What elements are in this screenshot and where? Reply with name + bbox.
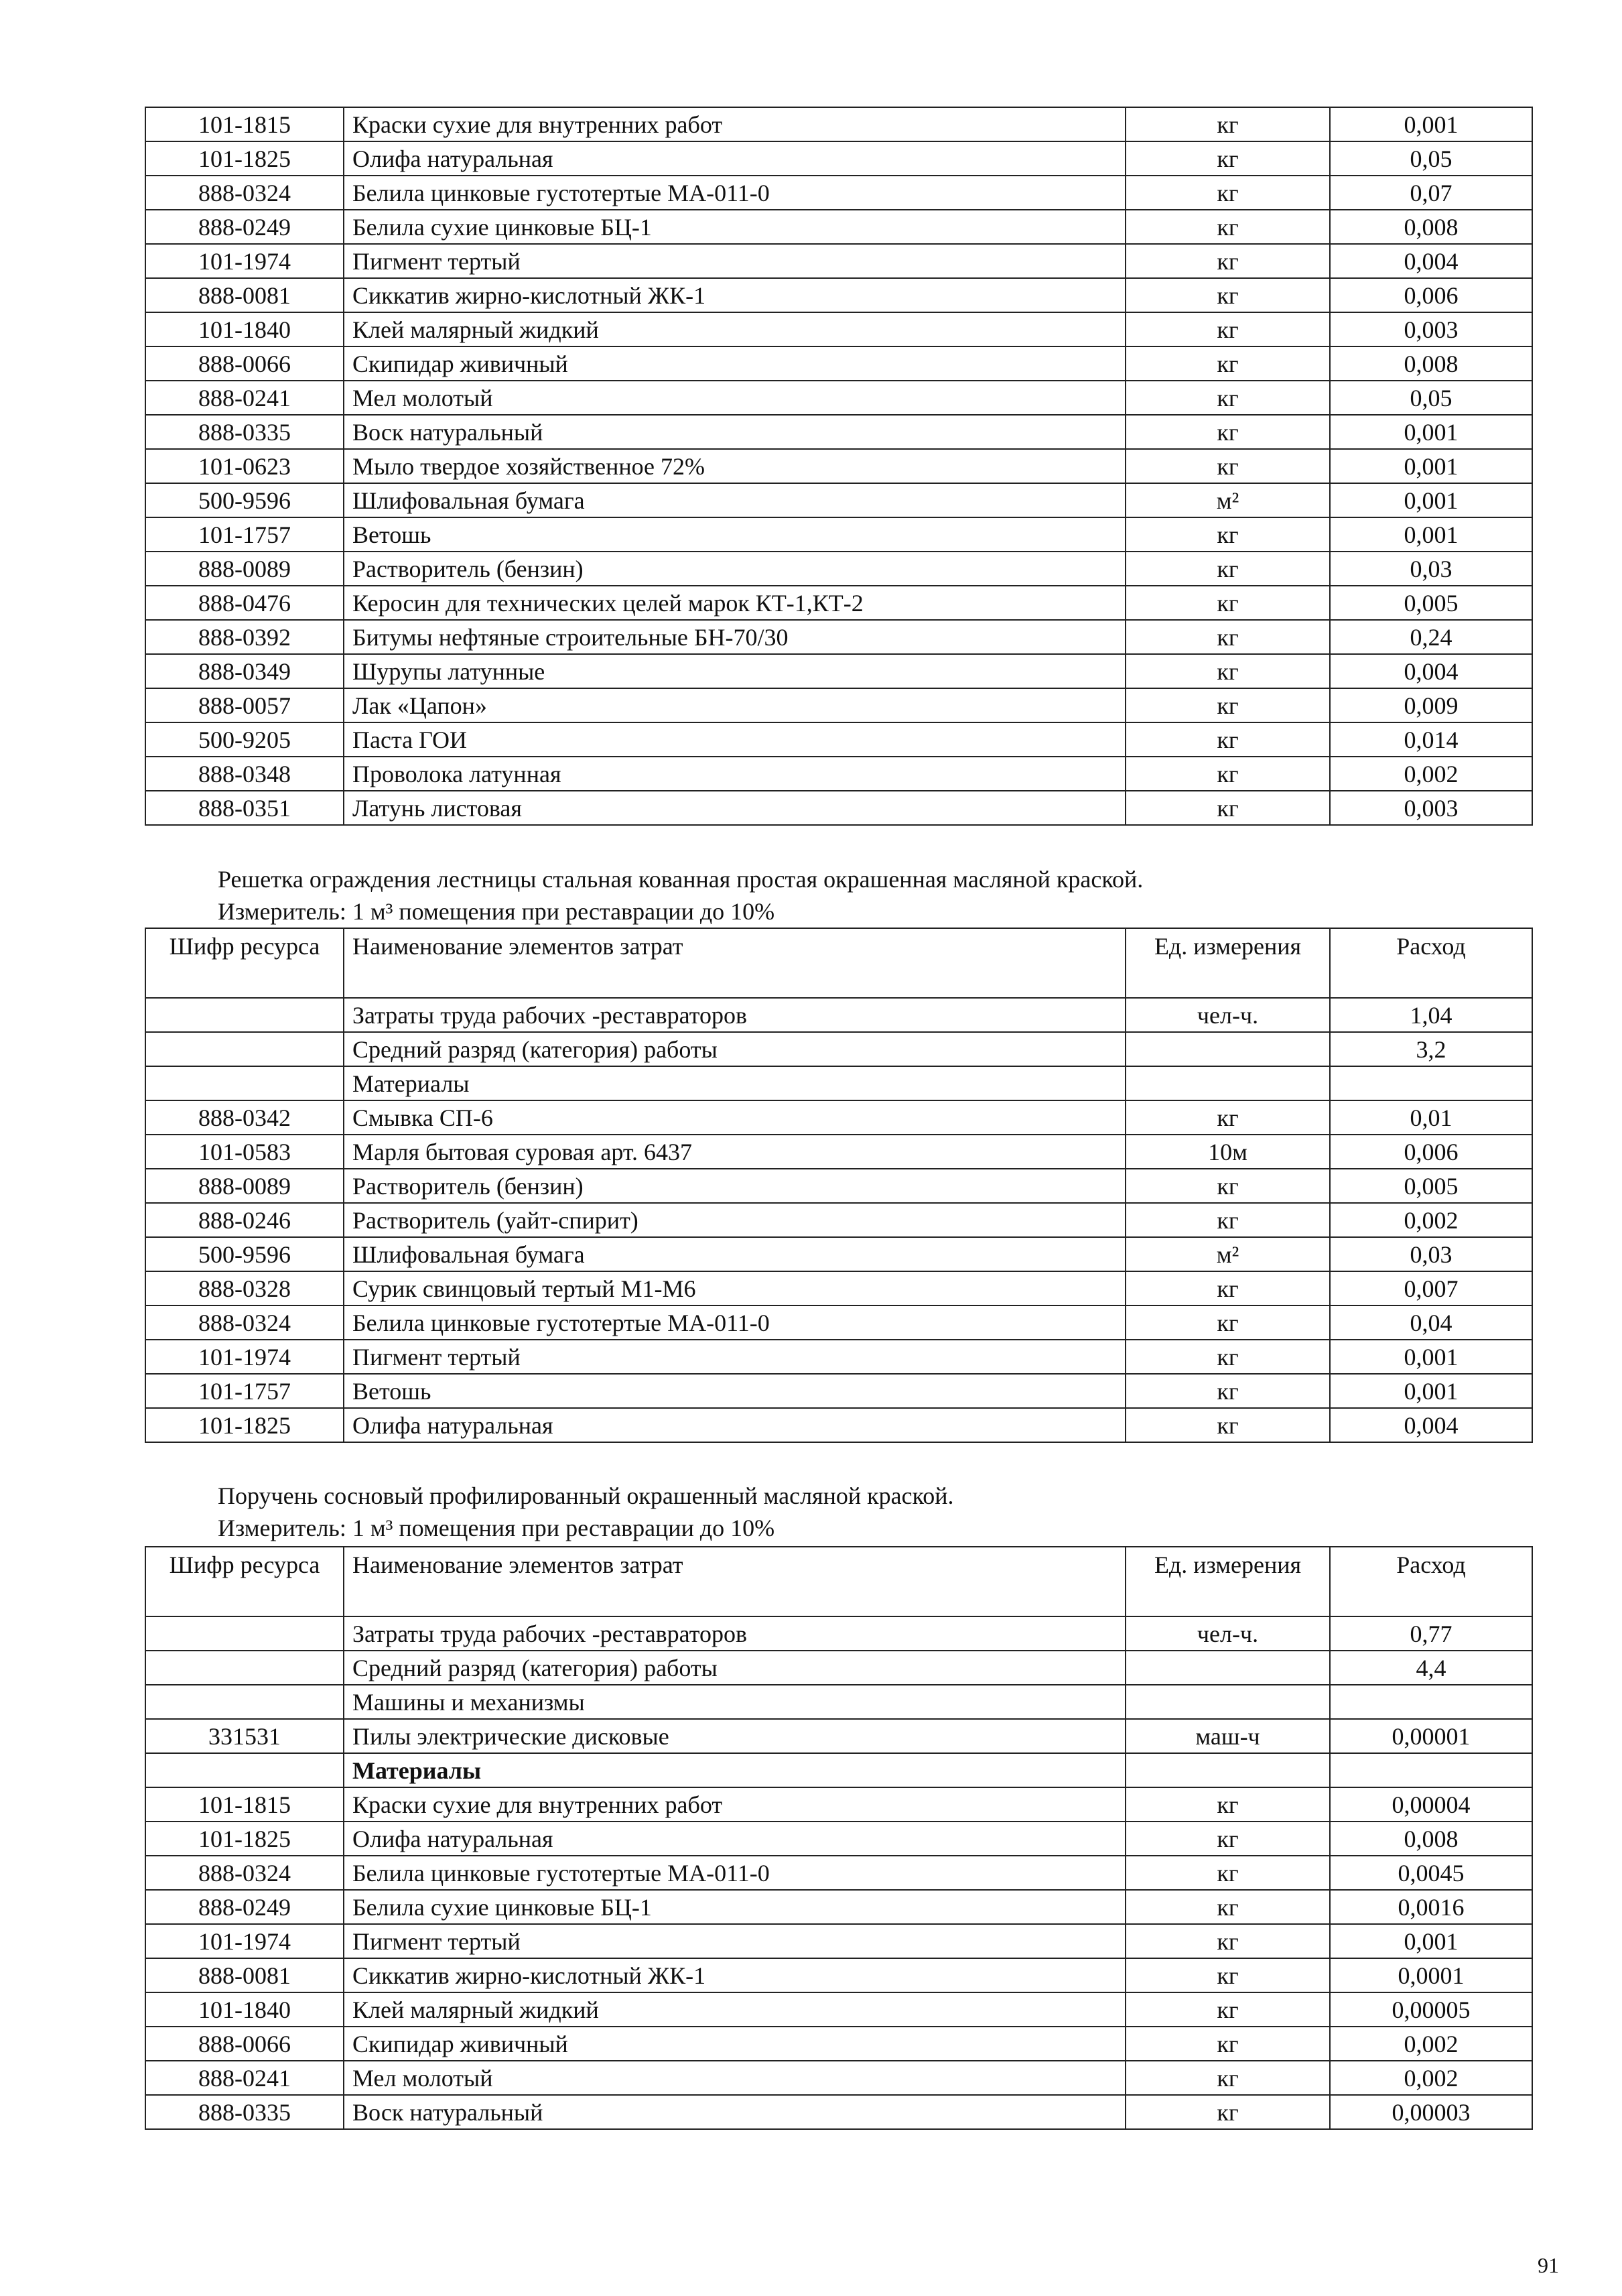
consumption-value: 0,05 [1330, 141, 1532, 176]
item-name: Пигмент тертый [344, 1924, 1126, 1958]
unit-of-measure: кг [1126, 688, 1330, 722]
consumption-value: 0,00003 [1330, 2095, 1532, 2129]
item-name: Пигмент тертый [344, 244, 1126, 278]
item-name: Клей малярный жидкий [344, 312, 1126, 346]
consumption-value: 0,004 [1330, 654, 1532, 688]
resource-code: 101-1825 [145, 1408, 344, 1442]
consumption-value: 0,24 [1330, 620, 1532, 654]
unit-of-measure: маш-ч [1126, 1719, 1330, 1753]
table-row [145, 381, 1532, 415]
unit-of-measure: кг [1126, 620, 1330, 654]
item-name: Мел молотый [344, 2061, 1126, 2095]
resource-code: 101-0583 [145, 1135, 344, 1169]
resource-code [145, 1685, 344, 1719]
unit-of-measure: кг [1126, 791, 1330, 825]
table-row [145, 1135, 1532, 1169]
item-name: Средний разряд (категория) работы [344, 1032, 1126, 1066]
item-name: Белила сухие цинковые БЦ-1 [344, 1890, 1126, 1924]
item-name: Средний разряд (категория) работы [344, 1651, 1126, 1685]
resource-code: 888-0057 [145, 688, 344, 722]
resource-code: 101-1974 [145, 1340, 344, 1374]
unit-of-measure: кг [1126, 210, 1330, 244]
consumption-value: 0,001 [1330, 517, 1532, 552]
item-name: Краски сухие для внутренних работ [344, 107, 1126, 141]
resource-code [145, 1753, 344, 1787]
consumption-value [1330, 1066, 1532, 1100]
header-name: Наименование элементов затрат [344, 928, 1126, 998]
table-row [145, 757, 1532, 791]
consumption-value: 0,05 [1330, 381, 1532, 415]
item-name: Сурик свинцовый тертый М1-М6 [344, 1271, 1126, 1305]
table-row [145, 1958, 1532, 1992]
table-row [145, 1616, 1532, 1651]
table-row [145, 1753, 1532, 1787]
unit-of-measure: кг [1126, 2095, 1330, 2129]
resource-code: 888-0089 [145, 1169, 344, 1203]
unit-of-measure [1126, 1651, 1330, 1685]
resource-code: 888-0476 [145, 586, 344, 620]
item-name: Затраты труда рабочих -реставраторов [344, 998, 1126, 1032]
resource-code: 888-0342 [145, 1100, 344, 1135]
consumption-value: 0,0045 [1330, 1856, 1532, 1890]
table-row [145, 1787, 1532, 1822]
section3-title: Поручень сосновый профилированный окрашенный масляной краской. [218, 1482, 954, 1509]
item-name: Сиккатив жирно-кислотный ЖК-1 [344, 278, 1126, 312]
consumption-value: 0,014 [1330, 722, 1532, 757]
table-row [145, 1374, 1532, 1408]
unit-of-measure: кг [1126, 141, 1330, 176]
table-row [145, 176, 1532, 210]
resource-code: 888-0249 [145, 1890, 344, 1924]
resource-code: 888-0249 [145, 210, 344, 244]
item-name: Затраты труда рабочих -реставраторов [344, 1616, 1126, 1651]
consumption-value: 4,4 [1330, 1651, 1532, 1685]
consumption-value: 0,77 [1330, 1616, 1532, 1651]
item-name: Ветошь [344, 1374, 1126, 1408]
unit-of-measure: кг [1126, 107, 1330, 141]
table-row [145, 586, 1532, 620]
table-row [145, 415, 1532, 449]
table-row [145, 1237, 1532, 1271]
section3-measure: Измеритель: 1 м³ помещения при реставрации до 10% [218, 1515, 775, 1541]
table-row [145, 107, 1532, 141]
table-row [145, 1685, 1532, 1719]
item-name: Машины и механизмы [344, 1685, 1126, 1719]
table-row [145, 791, 1532, 825]
unit-of-measure: м² [1126, 483, 1330, 517]
table-row [145, 210, 1532, 244]
table-row [145, 1271, 1532, 1305]
unit-of-measure: чел-ч. [1126, 1616, 1330, 1651]
item-name: Растворитель (уайт-спирит) [344, 1203, 1126, 1237]
resource-code: 101-1825 [145, 141, 344, 176]
consumption-value: 0,002 [1330, 2061, 1532, 2095]
item-name: Латунь листовая [344, 791, 1126, 825]
item-name: Шлифовальная бумага [344, 483, 1126, 517]
resource-code: 101-1757 [145, 1374, 344, 1408]
consumption-value: 0,009 [1330, 688, 1532, 722]
table-row [145, 483, 1532, 517]
item-name: Сиккатив жирно-кислотный ЖК-1 [344, 1958, 1126, 1992]
resource-code: 888-0089 [145, 552, 344, 586]
table-row [145, 1066, 1532, 1100]
table-row [145, 2027, 1532, 2061]
unit-of-measure: кг [1126, 2061, 1330, 2095]
consumption-value: 0,001 [1330, 449, 1532, 483]
unit-of-measure: 10м [1126, 1135, 1330, 1169]
consumption-value: 0,008 [1330, 346, 1532, 381]
unit-of-measure [1126, 1753, 1330, 1787]
item-name: Смывка СП-6 [344, 1100, 1126, 1135]
consumption-value: 0,002 [1330, 757, 1532, 791]
consumption-value: 0,008 [1330, 1822, 1532, 1856]
item-name: Олифа натуральная [344, 1822, 1126, 1856]
resource-code [145, 1066, 344, 1100]
resource-code: 101-1840 [145, 312, 344, 346]
table-row [145, 1890, 1532, 1924]
consumption-value: 0,007 [1330, 1271, 1532, 1305]
item-name: Скипидар живичный [344, 346, 1126, 381]
consumption-value: 0,003 [1330, 312, 1532, 346]
table-row [145, 1340, 1532, 1374]
header-amount: Расход [1330, 928, 1532, 998]
resource-code: 101-1815 [145, 1787, 344, 1822]
header-name: Наименование элементов затрат [344, 1547, 1126, 1616]
resource-code: 101-1974 [145, 244, 344, 278]
item-name: Краски сухие для внутренних работ [344, 1787, 1126, 1822]
item-name: Проволока латунная [344, 757, 1126, 791]
materials-table-2 [145, 928, 1533, 1443]
header-amount: Расход [1330, 1547, 1532, 1616]
unit-of-measure: кг [1126, 1203, 1330, 1237]
resource-code: 888-0066 [145, 346, 344, 381]
table-row [145, 346, 1532, 381]
resource-code: 888-0081 [145, 1958, 344, 1992]
table-row [145, 1408, 1532, 1442]
unit-of-measure: кг [1126, 1408, 1330, 1442]
table-row [145, 141, 1532, 176]
unit-of-measure [1126, 1685, 1330, 1719]
unit-of-measure: кг [1126, 1890, 1330, 1924]
resource-code: 888-0324 [145, 1856, 344, 1890]
consumption-value: 0,006 [1330, 278, 1532, 312]
table-row [145, 552, 1532, 586]
consumption-value [1330, 1753, 1532, 1787]
unit-of-measure: кг [1126, 415, 1330, 449]
consumption-value: 0,001 [1330, 1924, 1532, 1958]
table-row [145, 1032, 1532, 1066]
unit-of-measure: кг [1126, 1992, 1330, 2027]
consumption-value: 0,00005 [1330, 1992, 1532, 2027]
item-name: Пигмент тертый [344, 1340, 1126, 1374]
header-code: Шифр ресурса [145, 928, 344, 998]
table-row [145, 1992, 1532, 2027]
item-name: Пилы электрические дисковые [344, 1719, 1126, 1753]
item-name: Олифа натуральная [344, 1408, 1126, 1442]
consumption-value: 0,00004 [1330, 1787, 1532, 1822]
section2-measure: Измеритель: 1 м³ помещения при реставрации до 10% [218, 898, 775, 925]
table-row [145, 1305, 1532, 1340]
unit-of-measure: кг [1126, 552, 1330, 586]
item-name: Шлифовальная бумага [344, 1237, 1126, 1271]
item-name: Скипидар живичный [344, 2027, 1126, 2061]
table-row [145, 517, 1532, 552]
resource-code: 888-0335 [145, 415, 344, 449]
unit-of-measure: кг [1126, 244, 1330, 278]
consumption-value: 3,2 [1330, 1032, 1532, 1066]
resource-code: 888-0324 [145, 1305, 344, 1340]
resource-code: 101-0623 [145, 449, 344, 483]
header-unit: Ед. измерения [1126, 1547, 1330, 1616]
consumption-value: 0,03 [1330, 1237, 1532, 1271]
table-row [145, 1924, 1532, 1958]
consumption-value: 0,03 [1330, 552, 1532, 586]
unit-of-measure: кг [1126, 1374, 1330, 1408]
unit-of-measure: м² [1126, 1237, 1330, 1271]
table-row [145, 688, 1532, 722]
unit-of-measure: кг [1126, 278, 1330, 312]
unit-of-measure: кг [1126, 176, 1330, 210]
table-row [145, 1203, 1532, 1237]
table-row [145, 620, 1532, 654]
table-row [145, 1822, 1532, 1856]
table-row [145, 1651, 1532, 1685]
unit-of-measure: кг [1126, 1271, 1330, 1305]
resource-code: 888-0324 [145, 176, 344, 210]
resource-code: 101-1757 [145, 517, 344, 552]
item-name: Воск натуральный [344, 415, 1126, 449]
resource-code: 101-1825 [145, 1822, 344, 1856]
table-row [145, 1856, 1532, 1890]
resource-code [145, 1616, 344, 1651]
table-row [145, 278, 1532, 312]
materials-table-1 [145, 107, 1533, 826]
resource-code: 888-0241 [145, 2061, 344, 2095]
table-row [145, 1719, 1532, 1753]
item-name: Ветошь [344, 517, 1126, 552]
resource-code: 888-0241 [145, 381, 344, 415]
resource-code: 500-9596 [145, 1237, 344, 1271]
consumption-value: 0,001 [1330, 1340, 1532, 1374]
resource-code: 500-9596 [145, 483, 344, 517]
consumption-value: 0,002 [1330, 1203, 1532, 1237]
header-unit: Ед. измерения [1126, 928, 1330, 998]
resource-code: 888-0081 [145, 278, 344, 312]
consumption-value: 0,001 [1330, 483, 1532, 517]
item-name: Растворитель (бензин) [344, 552, 1126, 586]
section2-title: Решетка ограждения лестницы стальная кованная простая окрашенная масляной краской. [218, 866, 1144, 893]
unit-of-measure: кг [1126, 757, 1330, 791]
resource-code: 888-0066 [145, 2027, 344, 2061]
resource-code: 888-0348 [145, 757, 344, 791]
unit-of-measure [1126, 1032, 1330, 1066]
header-code: Шифр ресурса [145, 1547, 344, 1616]
resource-code: 888-0246 [145, 1203, 344, 1237]
item-name: Растворитель (бензин) [344, 1169, 1126, 1203]
resource-code: 101-1974 [145, 1924, 344, 1958]
consumption-value: 0,04 [1330, 1305, 1532, 1340]
consumption-value: 0,005 [1330, 1169, 1532, 1203]
table-row [145, 998, 1532, 1032]
unit-of-measure: кг [1126, 517, 1330, 552]
table-header [145, 1547, 1532, 1616]
resource-code: 888-0392 [145, 620, 344, 654]
consumption-value: 0,008 [1330, 210, 1532, 244]
table-row [145, 2061, 1532, 2095]
consumption-value: 0,005 [1330, 586, 1532, 620]
item-name: Белила цинковые густотертые МА-011-0 [344, 1305, 1126, 1340]
item-name: Мел молотый [344, 381, 1126, 415]
consumption-value: 1,04 [1330, 998, 1532, 1032]
resource-code: 888-0328 [145, 1271, 344, 1305]
item-name: Паста ГОИ [344, 722, 1126, 757]
resource-code: 331531 [145, 1719, 344, 1753]
consumption-value: 0,004 [1330, 244, 1532, 278]
unit-of-measure: кг [1126, 1100, 1330, 1135]
consumption-value: 0,01 [1330, 1100, 1532, 1135]
table-row [145, 244, 1532, 278]
consumption-value: 0,002 [1330, 2027, 1532, 2061]
unit-of-measure: кг [1126, 2027, 1330, 2061]
item-name: Лак «Цапон» [344, 688, 1126, 722]
consumption-value: 0,006 [1330, 1135, 1532, 1169]
item-name: Марля бытовая суровая арт. 6437 [344, 1135, 1126, 1169]
resource-code: 888-0351 [145, 791, 344, 825]
unit-of-measure: кг [1126, 654, 1330, 688]
table-row [145, 722, 1532, 757]
consumption-value: 0,004 [1330, 1408, 1532, 1442]
resource-code [145, 1651, 344, 1685]
unit-of-measure: кг [1126, 722, 1330, 757]
consumption-value: 0,001 [1330, 1374, 1532, 1408]
item-name: Воск натуральный [344, 2095, 1126, 2129]
unit-of-measure: кг [1126, 1924, 1330, 1958]
item-name: Клей малярный жидкий [344, 1992, 1126, 2027]
table-row [145, 1100, 1532, 1135]
consumption-value: 0,0001 [1330, 1958, 1532, 1992]
unit-of-measure: чел-ч. [1126, 998, 1330, 1032]
unit-of-measure: кг [1126, 1822, 1330, 1856]
item-name: Мыло твердое хозяйственное 72% [344, 449, 1126, 483]
consumption-value: 0,003 [1330, 791, 1532, 825]
resource-code: 888-0335 [145, 2095, 344, 2129]
consumption-value: 0,0016 [1330, 1890, 1532, 1924]
table-row [145, 312, 1532, 346]
unit-of-measure: кг [1126, 1169, 1330, 1203]
unit-of-measure: кг [1126, 1958, 1330, 1992]
item-name: Белила цинковые густотертые МА-011-0 [344, 1856, 1126, 1890]
consumption-value: 0,07 [1330, 176, 1532, 210]
table-row [145, 1169, 1532, 1203]
unit-of-measure: кг [1126, 586, 1330, 620]
unit-of-measure: кг [1126, 1787, 1330, 1822]
unit-of-measure: кг [1126, 449, 1330, 483]
table-row [145, 2095, 1532, 2129]
item-name: Битумы нефтяные строительные БН-70/30 [344, 620, 1126, 654]
item-name: Керосин для технических целей марок КТ-1,КТ-2 [344, 586, 1126, 620]
unit-of-measure [1126, 1066, 1330, 1100]
item-name: Белила сухие цинковые БЦ-1 [344, 210, 1126, 244]
unit-of-measure: кг [1126, 346, 1330, 381]
item-name: Материалы [344, 1753, 1126, 1787]
unit-of-measure: кг [1126, 381, 1330, 415]
item-name: Олифа натуральная [344, 141, 1126, 176]
item-name: Шурупы латунные [344, 654, 1126, 688]
consumption-value [1330, 1685, 1532, 1719]
unit-of-measure: кг [1126, 312, 1330, 346]
consumption-value: 0,001 [1330, 415, 1532, 449]
resource-code: 101-1840 [145, 1992, 344, 2027]
resource-code: 888-0349 [145, 654, 344, 688]
table-header [145, 928, 1532, 998]
item-name: Белила цинковые густотертые МА-011-0 [344, 176, 1126, 210]
consumption-value: 0,001 [1330, 107, 1532, 141]
unit-of-measure: кг [1126, 1856, 1330, 1890]
resource-code: 500-9205 [145, 722, 344, 757]
materials-table-3 [145, 1546, 1533, 2130]
page-number: 91 [1538, 2253, 1559, 2277]
item-name: Материалы [344, 1066, 1126, 1100]
table-row [145, 654, 1532, 688]
unit-of-measure: кг [1126, 1340, 1330, 1374]
unit-of-measure: кг [1126, 1305, 1330, 1340]
consumption-value: 0,00001 [1330, 1719, 1532, 1753]
resource-code: 101-1815 [145, 107, 344, 141]
table-row [145, 449, 1532, 483]
resource-code [145, 998, 344, 1032]
resource-code [145, 1032, 344, 1066]
